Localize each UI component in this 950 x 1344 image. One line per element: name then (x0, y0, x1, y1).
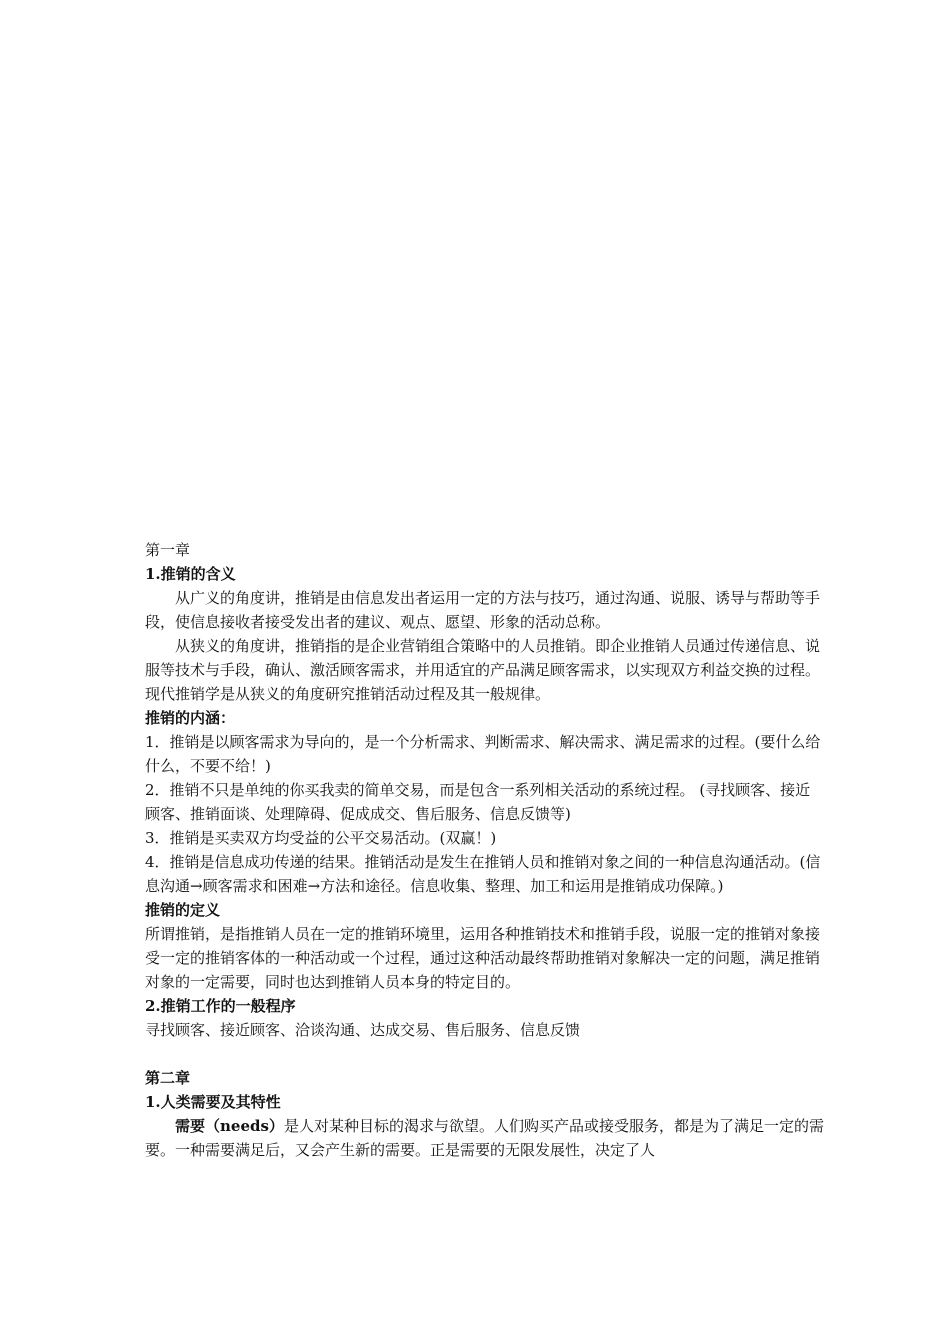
paragraph-narrow-sense: 从狭义的角度讲，推销指的是企业营销组合策略中的人员推销。即企业推销人员通过传递信息、说服等技术与手段，确认、激活顾客需求，并用适宜的产品满足顾客需求，以实现双方利益交换的过程。现代推销学是从狭义的角度研究推销活动过程及其一般规律。 (145, 637, 821, 703)
chapter-1-title: 第一章 (145, 541, 191, 559)
document-body (145, 538, 825, 1162)
paragraph-definition: 所谓推销，是指推销人员在一定的推销环境里，运用各种推销技术和推销手段，说服一定的推销对象接受一定的推销客体的一种活动或一个过程，通过这种活动最终帮助推销对象解决一定的问题，满足推销对象的一定需要，同时也达到推销人员本身的特定目的。 (145, 925, 821, 991)
blank-line (145, 1042, 825, 1066)
connotation-item-4: 4．推销是信息成功传递的结果。推销活动是发生在推销人员和推销对象之间的一种信息沟通活动。(信息沟通→顾客需求和困难→方法和途径。信息收集、整理、加工和运用是推销成功保障。) (145, 853, 821, 895)
section-heading-human-needs: 1.人类需要及其特性 (145, 1093, 281, 1111)
section-heading-connotation: 推销的内涵： (145, 709, 236, 727)
section-heading-definition: 推销的定义 (145, 901, 221, 919)
connotation-item-3: 3．推销是买卖双方均受益的公平交易活动。(双赢！) (145, 829, 497, 847)
needs-term: 需要（needs） (175, 1117, 284, 1135)
connotation-item-1: 1．推销是以顾客需求为导向的，是一个分析需求、判断需求、解决需求、满足需求的过程。(要什么给什么，不要不给！) (145, 733, 821, 775)
chapter-2-title: 第二章 (145, 1069, 191, 1087)
paragraph-procedure: 寻找顾客、接近顾客、洽谈沟通、达成交易、售后服务、信息反馈 (145, 1021, 581, 1039)
paragraph-needs (145, 1114, 825, 1162)
section-heading-meaning: 1.推销的含义 (145, 565, 236, 583)
connotation-item-2: 2．推销不只是单纯的你买我卖的简单交易，而是包含一系列相关活动的系统过程。 (寻找顾客、接近顾客、推销面谈、处理障碍、促成成交、售后服务、信息反馈等) (145, 781, 811, 823)
paragraph-broad-sense: 从广义的角度讲，推销是由信息发出者运用一定的方法与技巧，通过沟通、说服、诱导与帮助等手段，使信息接收者接受发出者的建议、观点、愿望、形象的活动总称。 (145, 589, 821, 631)
needs-text: 是人对某种目标的渴求与欲望。人们购买产品或接受服务，都是为了满足一定的需要。一种需要满足后，又会产生新的需要。正是需要的无限发展性，决定了人 (145, 1117, 824, 1159)
section-heading-procedure: 2.推销工作的一般程序 (145, 997, 296, 1015)
